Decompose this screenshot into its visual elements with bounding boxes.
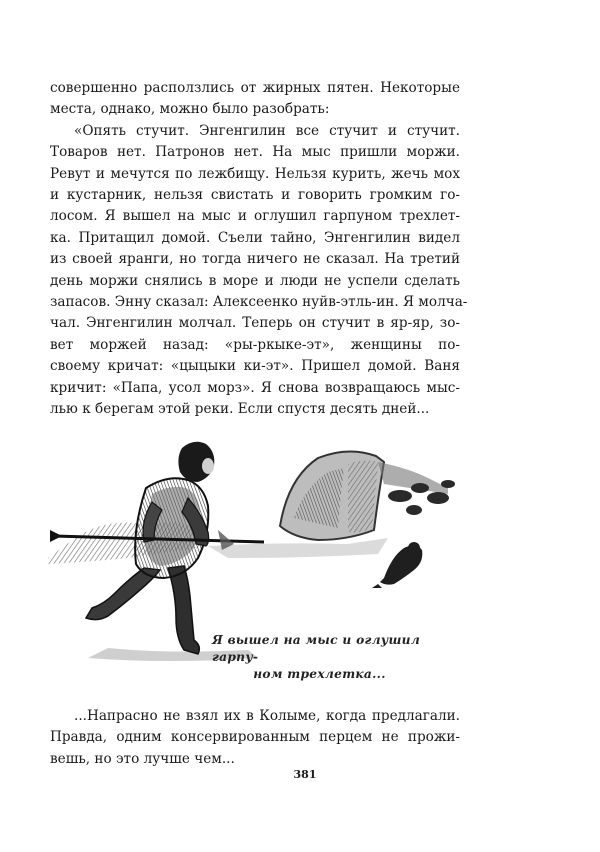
bottom-paragraph [50, 706, 460, 770]
text-line: совершенно расползлись от жирных пятен. Некоторые [50, 80, 460, 96]
text-line: вешь, но это лучше чем... [50, 750, 235, 767]
page-number: 381 [293, 768, 317, 781]
text-line: кричит: «Папа, усол морз». Я снова возвращаюсь мыс- [50, 379, 460, 396]
text-line: Товаров нет. Патронов нет. На мыс пришли моржи. [50, 144, 460, 161]
text-line: ...Напрасно не взял их в Колыме, когда предлагали. [74, 708, 460, 724]
caption-line: ном трехлетка... [253, 667, 386, 681]
text-line: Ревут и мечутся по лежбищу. Нельзя курить, жечь мох [50, 165, 460, 182]
text-line: и кустарник, нельзя свистать и говорить громким го- [50, 187, 460, 204]
text-line: своему кричат: «цыцыки ки-эт». Пришел домой. Ваня [50, 358, 460, 375]
text-line: ка. Притащил домой. Съели тайно, Энгенгилин видел [50, 229, 460, 246]
illustration-caption [212, 632, 457, 683]
top-paragraphs [50, 78, 468, 421]
text-line: запасов. Энну сказал: Алексеенко нуйв-этль-ин. Я молча- [50, 294, 468, 311]
text-line: лью к берегам этой реки. Если спустя десять дней... [50, 401, 430, 418]
caption-line: Я вышел на мыс и оглушил гарпу- [212, 633, 421, 664]
text-line: день моржи снялись в море и люди не успели сделать [50, 272, 460, 289]
text-line: места, однако, можно было разобрать: [50, 101, 330, 118]
text-line: вет моржей назад: «ры-ркыке-эт», женщины по- [50, 336, 460, 353]
text-line: из своей яранги, но тогда ничего не сказал. На третий [50, 251, 460, 268]
text-line: Правда, одним консервированным перцем не прожи- [50, 729, 460, 746]
text-line: лосом. Я вышел на мыс и оглушил гарпуном трехлет- [50, 208, 460, 225]
text-line: чал. Энгенгилин молчал. Теперь он стучит в яр-яр, зо- [50, 315, 460, 332]
text-line: «Опять стучит. Энгенгилин все стучит и стучит. [74, 122, 460, 139]
